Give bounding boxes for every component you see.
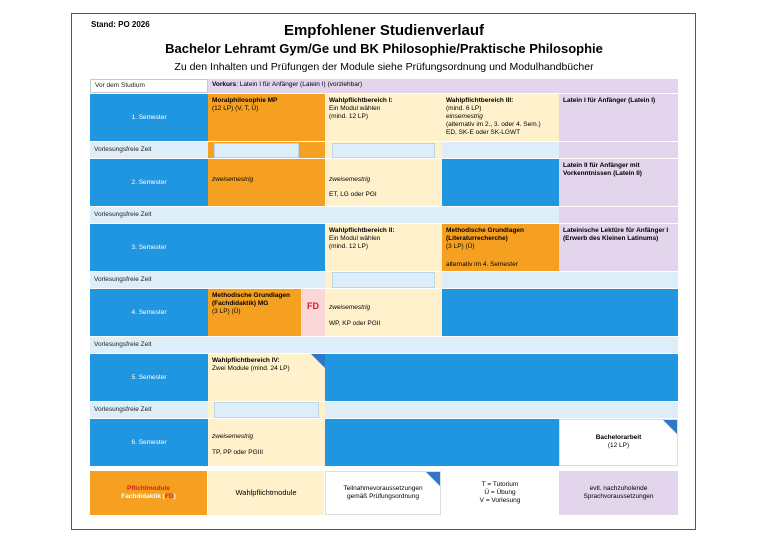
empty-cell [559, 354, 678, 401]
wp4-zweisemestrig: zweisemestrig [212, 433, 254, 440]
empty-cell [442, 419, 559, 466]
empty-cell [325, 419, 442, 466]
latein2-cell-cont [559, 207, 678, 223]
wp2-title: Wahlpflichtbereich II: [329, 227, 395, 234]
legend-evtl-2: Sprachvoraussetzungen [583, 493, 654, 500]
wp1-line1: Ein Modul wählen [329, 105, 381, 112]
meth-lit-sub: (3 LP) (Ü) [446, 243, 475, 250]
legend-sprach [559, 471, 678, 515]
legend-t: T = Tutorium [481, 481, 519, 488]
moral-cell [208, 94, 325, 141]
meth-fd-sub: (3 LP) (Ü) [212, 308, 241, 315]
legend-u: Ü = Übung [484, 489, 516, 496]
meth-lit-alt: alternativ im 4. Semester [446, 261, 518, 268]
page-note: Zu den Inhalten und Prüfungen der Module siehe Prüfungsordnung und Modulhandbücher [174, 61, 594, 73]
empty-cell [442, 289, 559, 336]
moral-cell-sem2 [208, 159, 325, 206]
moral-title: Moralphilosophie MP [212, 97, 278, 104]
wp4-options: TP, PP oder PGIII [212, 449, 264, 456]
wp2-line1: Ein Modul wählen [329, 235, 381, 242]
moral-sub: (12 LP) (V, T, Ü) [212, 105, 259, 112]
wp2-cell-sem4 [325, 289, 442, 336]
placeholder-box [332, 143, 435, 158]
wp1-title: Wahlpflichtbereich I: [329, 97, 393, 104]
vorkurs-label: Vorkurs [212, 81, 237, 88]
latein2-text: Latein II für Anfänger mit Vorkenntnissen (Latein II) [563, 162, 642, 177]
semester-3-label: 3. Semester [90, 224, 208, 271]
legend-v: V = Vorlesung [479, 497, 521, 504]
wp4-cell-cont [208, 402, 325, 418]
page-title: Empfohlener Studienverlauf [283, 22, 485, 39]
corner-marker [311, 354, 325, 368]
semester-2-label: 2. Semester [90, 159, 208, 206]
wp3-line1: (mind. 6 LP) [446, 105, 482, 112]
bachelor-title: Bachelorarbeit [595, 434, 642, 441]
empty-cell [442, 159, 559, 206]
moral-zweisemestrig: zweisemestrig [212, 176, 254, 183]
vorkurs-cell [208, 79, 678, 93]
legend-pflicht-line2: Fachdidaktik ( [121, 493, 165, 500]
empty-cell [559, 289, 678, 336]
moral-cell-cont [208, 142, 325, 158]
wp4-title: Wahlpflichtbereich IV: [212, 357, 280, 364]
free-time-row-4: Vorlesungsfreie Zeit [90, 337, 678, 353]
vorkurs-text: : Latein I für Anfänger (Latein I) (vorziehbar) [236, 81, 363, 88]
semester-4-label: 4. Semester [90, 289, 208, 336]
stand-label: Stand: PO 2026 [91, 20, 150, 29]
legend-wahl: Wahlpflichtmodule [208, 471, 324, 515]
legend-pflicht-line1: Pflichtmodule [127, 485, 170, 492]
wp1-line2: (mind. 12 LP) [329, 113, 369, 120]
semester-5-label: 5. Semester [90, 354, 208, 401]
placeholder-box [332, 272, 435, 288]
wp1-options: ET, LG oder PGI [329, 191, 377, 198]
meth-fd-cell [208, 289, 301, 336]
free-time-row-2: Vorlesungsfreie Zeit [90, 207, 678, 223]
latein1-cell-cont [559, 142, 678, 158]
wp2-zweisemestrig: zweisemestrig [329, 304, 371, 311]
placeholder-box [214, 143, 299, 158]
bachelor-sub: (12 LP) [607, 442, 630, 449]
meth-lit-title: Methodische Grundlagen (Literaturrecherche) [446, 227, 525, 242]
corner-marker [426, 472, 440, 486]
fd-marker: FD [301, 289, 325, 336]
wp3-cell [442, 94, 559, 141]
empty-cell [208, 224, 325, 271]
wp2-line2: (mind. 12 LP) [329, 243, 369, 250]
semester-6-label: 6. Semester [90, 419, 208, 466]
semester-1-label: 1. Semester [90, 94, 208, 141]
placeholder-box [214, 402, 319, 418]
empty-cell [325, 354, 442, 401]
legend-teilnahme-1: Teilnahmevoraussetzungen [343, 485, 423, 492]
wp2-options: WP, KP oder PGII [329, 320, 381, 327]
bachelor-cell [559, 419, 678, 466]
wp4-line1: Zwei Module (mind. 24 LP) [212, 365, 290, 372]
latein2-cell [559, 159, 678, 206]
legend-abbreviations [442, 471, 558, 515]
wp3-line2: einsemestrig [446, 113, 483, 120]
meth-lit-cell [442, 224, 559, 271]
latein1-text: Latein I für Anfänger (Latein I) [563, 97, 656, 104]
wp1-cell-cont [325, 142, 442, 158]
legend-pflicht-fd: FD [164, 493, 174, 500]
wp3-line3: (alternativ im 2., 3. oder 4. Sem.) [446, 121, 541, 128]
legend-evtl-1: evtl. nachzuholende [589, 485, 648, 492]
wp4-cell [208, 354, 325, 401]
free-time-row-1: Vorlesungsfreie Zeit [90, 142, 678, 158]
lat-lekt-cell [559, 224, 678, 271]
page-subtitle: Bachelor Lehramt Gym/Ge und BK Philosophie/Praktische Philosophie [165, 41, 603, 56]
lat-lekt-text: Lateinische Lektüre für Anfänger I (Erwerb des Kleinen Latinums) [563, 227, 669, 242]
row-label-vor-studium: Vor dem Studium [90, 79, 208, 93]
empty-cell [442, 354, 559, 401]
wp1-cell-sem2 [325, 159, 442, 206]
wp3-title: Wahlpflichtbereich III: [446, 97, 514, 104]
meth-fd-title: Methodische Grundlagen (Fachdidaktik) MG [212, 292, 291, 307]
legend-teilnahme-2: gemäß Prüfungsordnung [347, 493, 419, 500]
legend-teilnahme [325, 471, 441, 515]
wp2-cell [325, 224, 442, 271]
legend-pflicht-close: ) [173, 493, 176, 500]
latein1-cell [559, 94, 678, 141]
wp2-cell-cont [325, 272, 442, 288]
corner-marker [663, 420, 677, 434]
free-time-row-3: Vorlesungsfreie Zeit [90, 272, 678, 288]
wp1-cell [325, 94, 442, 141]
wp4-cell-sem6 [208, 419, 325, 466]
free-time-row-5: Vorlesungsfreie Zeit [90, 402, 678, 418]
wp1-zweisemestrig: zweisemestrig [329, 176, 371, 183]
legend-pflicht [90, 471, 207, 515]
wp3-line4: ED, SK-E oder SK-LGWT [446, 129, 521, 136]
